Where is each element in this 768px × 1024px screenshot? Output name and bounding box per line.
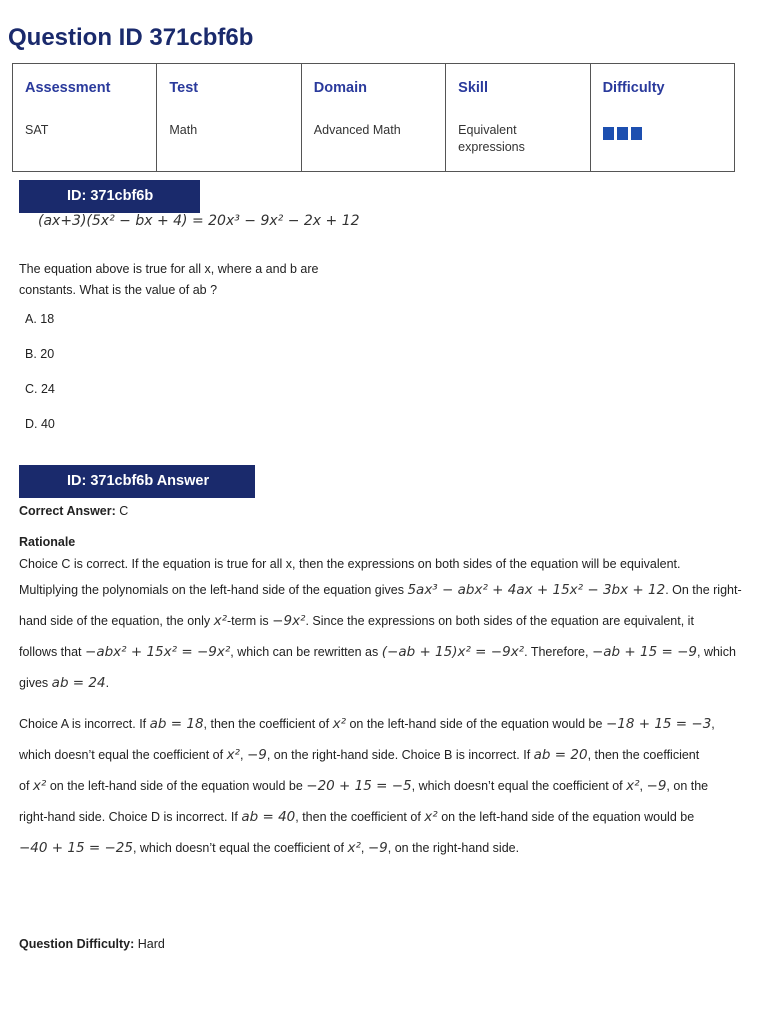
math-expression: x² <box>32 778 47 794</box>
rationale-text: , which <box>697 645 736 659</box>
math-expression: ab = 20 <box>533 747 588 763</box>
rationale-text: follows that <box>19 645 82 659</box>
rationale-text: on the left-hand side of the equation would be <box>441 810 695 824</box>
rationale-text: , <box>239 748 244 762</box>
math-expression: ab = 18 <box>149 716 204 732</box>
difficulty-bar <box>603 127 614 140</box>
question-id-banner: ID: 371cbf6b <box>19 180 200 213</box>
rationale-line <box>19 668 749 699</box>
rationale-line <box>19 709 749 740</box>
math-expression: x² <box>213 613 228 629</box>
rationale-line <box>19 771 749 802</box>
rationale-text: . <box>105 676 110 690</box>
question-meta-table <box>12 63 735 172</box>
rationale-text: on the left-hand side of the equation would be <box>49 779 303 793</box>
math-expression: −9x² <box>272 613 306 629</box>
meta-header-test: Test <box>169 80 199 96</box>
question-equation: (ax+3)(5x² − bx + 4) = 20x³ − 9x² − 2x + 12 <box>38 213 360 229</box>
math-expression: −40 + 15 = −25 <box>19 840 133 856</box>
meta-cell-skill <box>446 64 590 172</box>
rationale-text: Multiplying the polynomials on the left-hand side of the equation gives <box>19 583 404 597</box>
meta-header-assessment: Assessment <box>25 80 111 96</box>
rationale-text: which doesn’t equal the coefficient of <box>19 748 224 762</box>
math-expression: x² <box>332 716 346 732</box>
rationale-text: , which doesn’t equal the coefficient of <box>411 779 623 793</box>
math-expression: −ab + 15 = −9 <box>591 644 697 660</box>
question-difficulty-value: Hard <box>137 937 165 951</box>
rationale-text: . Since the expressions on both sides of the equation are equivalent, it <box>305 614 694 628</box>
choice-b: B. 20 <box>25 347 55 361</box>
rationale-text: Choice C is correct. If the equation is true for all x, then the expressions on both sides of the equation will be equivalent. <box>19 557 681 571</box>
math-expression: 5ax³ − abx² + 4ax + 15x² − 3bx + 12 <box>407 582 666 598</box>
rationale-text: Choice A is incorrect. If <box>19 717 147 731</box>
choice-d: D. 40 <box>25 417 55 431</box>
rationale-text: . Therefore, <box>524 645 589 659</box>
rationale-text: , <box>639 779 644 793</box>
rationale-text: , which can be rewritten as <box>230 645 379 659</box>
choice-a: A. 18 <box>25 312 55 326</box>
math-expression: x² <box>347 840 361 856</box>
meta-header-domain: Domain <box>313 80 367 96</box>
math-expression: ab = 24 <box>51 675 106 691</box>
correct-answer-label: Correct Answer: <box>19 504 116 518</box>
math-expression: −9 <box>246 747 267 763</box>
question-difficulty-label: Question Difficulty: <box>19 937 135 951</box>
rationale-line <box>19 833 749 864</box>
rationale-text: , on the right-hand side. Choice B is incorrect. If <box>266 748 531 762</box>
math-expression: x² <box>626 778 640 794</box>
rationale-text: , <box>360 841 365 855</box>
rationale-text: right-hand side. Choice D is incorrect. If <box>19 810 238 824</box>
rationale-text: , then the coefficient of <box>203 717 330 731</box>
rationale-line <box>19 740 749 771</box>
rationale-text: hand side of the equation, the only <box>19 614 211 628</box>
rationale-text: of <box>19 779 30 793</box>
meta-cell-assessment <box>13 64 157 172</box>
rationale-text: , then the coefficient of <box>295 810 421 824</box>
meta-header-difficulty: Difficulty <box>602 80 665 96</box>
rationale-text: , on the <box>666 779 709 793</box>
answer-id-banner: ID: 371cbf6b Answer <box>19 465 255 498</box>
rationale-text: on the left-hand side of the equation would be <box>349 717 603 731</box>
difficulty-bar <box>617 127 628 140</box>
meta-value-test: Math <box>169 123 198 137</box>
math-expression: −18 + 15 = −3 <box>605 716 712 732</box>
question-prompt-line-1: The equation above is true for all x, where a and b are <box>19 262 319 276</box>
math-expression: −abx² + 15x² = −9x² <box>85 644 231 660</box>
rationale-line <box>19 575 749 606</box>
meta-cell-test <box>157 64 301 172</box>
math-expression: −20 + 15 = −5 <box>306 778 412 794</box>
question-difficulty-line <box>19 934 165 955</box>
rationale-line <box>19 802 749 833</box>
difficulty-bar <box>631 127 642 140</box>
question-prompt-line-2: constants. What is the value of ab ? <box>19 283 218 297</box>
choice-c: C. 24 <box>25 382 55 396</box>
meta-value-domain: Advanced Math <box>313 123 401 137</box>
correct-answer-value: C <box>119 504 129 518</box>
math-expression: (−ab + 15)x² = −9x² <box>381 644 525 660</box>
meta-cell-domain <box>301 64 445 172</box>
math-expression: −9 <box>646 778 667 794</box>
math-expression: x² <box>424 809 438 825</box>
difficulty-bars-icon <box>603 127 724 140</box>
correct-answer-line <box>19 501 128 522</box>
rationale-line <box>19 606 749 637</box>
rationale-text: , then the coefficient <box>587 748 700 762</box>
rationale-text: gives <box>19 676 49 690</box>
rationale-line <box>19 637 749 668</box>
meta-value-skill: Equivalent expressions <box>458 123 525 154</box>
page-title: Question ID 371cbf6b <box>8 24 254 51</box>
rationale-paragraph-incorrect <box>19 709 749 864</box>
math-expression: x² <box>226 747 240 763</box>
rationale-text: -term is <box>227 614 269 628</box>
meta-header-skill: Skill <box>458 80 488 96</box>
rationale-paragraph-correct <box>19 553 749 699</box>
rationale-text: . On the right- <box>665 583 742 597</box>
math-expression: ab = 40 <box>241 809 296 825</box>
rationale-text: , on the right-hand side. <box>387 841 520 855</box>
rationale-text: , <box>711 717 715 731</box>
math-expression: −9 <box>367 840 388 856</box>
rationale-heading: Rationale <box>19 535 76 549</box>
rationale-text: , which doesn’t equal the coefficient of <box>132 841 344 855</box>
meta-value-assessment: SAT <box>25 123 49 137</box>
meta-cell-difficulty <box>590 64 734 172</box>
